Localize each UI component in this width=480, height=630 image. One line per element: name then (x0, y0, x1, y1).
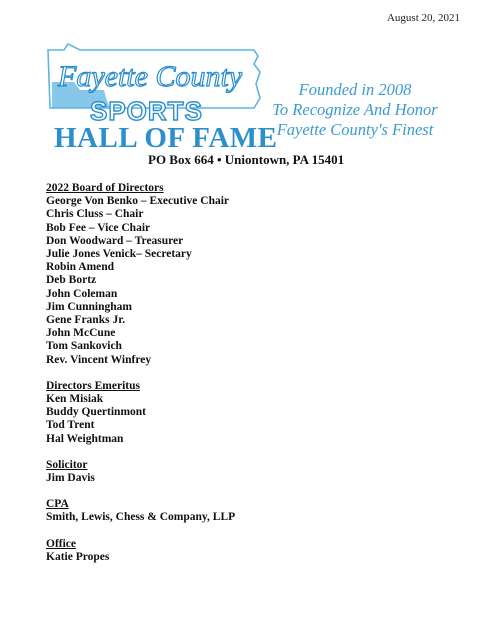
member-line: Don Woodward – Treasurer (46, 234, 184, 247)
tagline (255, 80, 455, 140)
mailing-address: PO Box 664 • Uniontown, PA 15401 (148, 152, 345, 167)
member-line: John Coleman (46, 287, 118, 300)
member-line: Katie Propes (46, 550, 110, 563)
member-line: John McCune (46, 327, 116, 340)
member-line: George Von Benko – Executive Chair (46, 195, 230, 208)
member-line: Julie Jones Venick– Secretary (46, 248, 192, 261)
tagline-line: To Recognize And Honor (272, 100, 438, 119)
member-line: Buddy Quertinmont (46, 406, 147, 419)
member-line: Jim Davis (46, 472, 95, 485)
tagline-line: Fayette County's Finest (276, 120, 434, 139)
member-line: Tom Sankovich (46, 340, 122, 353)
hall-of-fame-title: HALL OF FAME (54, 122, 278, 154)
logo-line-1: Fayette County (58, 60, 243, 93)
logo-line-2: SPORTS (90, 96, 203, 126)
tagline-line: Founded in 2008 (298, 80, 412, 99)
member-line: Deb Bortz (46, 274, 97, 287)
member-line: Robin Amend (46, 261, 115, 274)
document-date: August 20, 2021 (386, 12, 460, 24)
member-line: Rev. Vincent Winfrey (46, 353, 152, 366)
section-solicitor (46, 459, 446, 485)
section-directors-emeritus (46, 380, 446, 446)
member-line: Hal Weightman (46, 432, 124, 445)
member-line: Ken Misiak (46, 393, 104, 406)
section-heading: 2022 Board of Directors (46, 182, 164, 194)
section-board-of-directors (46, 182, 446, 367)
section-heading: Solicitor (46, 458, 88, 471)
member-line: Chris Cluss – Chair (46, 208, 144, 221)
section-office (46, 538, 446, 564)
section-heading: Directors Emeritus (46, 379, 140, 392)
directory-content (46, 182, 446, 577)
member-line: Jim Cunningham (46, 300, 132, 313)
section-heading: Office (46, 537, 77, 550)
section-cpa (46, 498, 446, 524)
section-heading: CPA (46, 498, 69, 511)
member-line: Smith, Lewis, Chess & Company, LLP (46, 511, 236, 524)
member-line: Tod Trent (46, 419, 95, 432)
member-line: Bob Fee – Vice Chair (46, 221, 151, 234)
member-line: Gene Franks Jr. (46, 314, 126, 327)
